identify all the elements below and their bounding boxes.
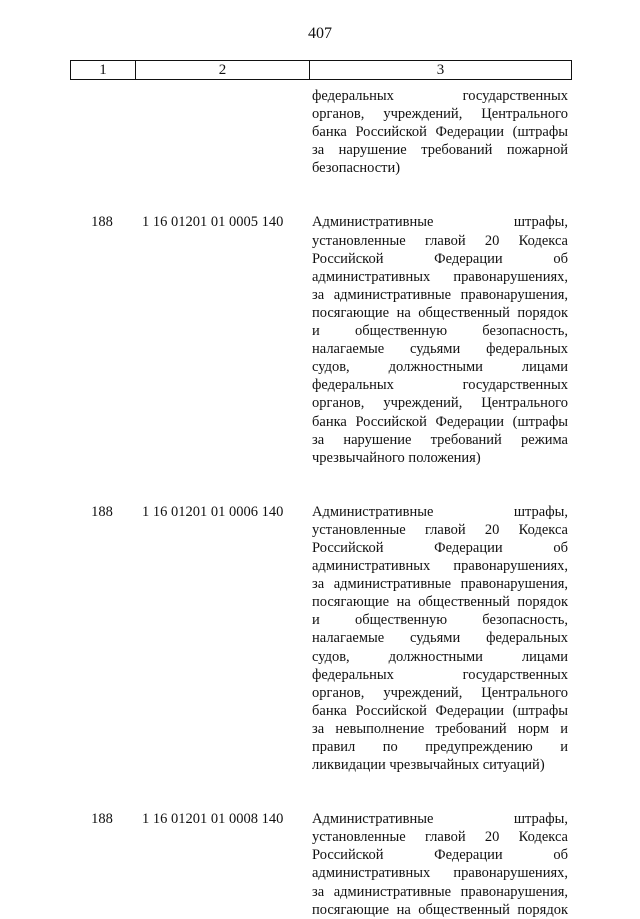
column-header-3: 3 [310,61,572,80]
column-header-2: 2 [136,61,310,80]
description-line: федеральных государственных [312,377,568,394]
description-line: посягающие на общественный порядок [312,594,568,611]
description-line: за невыполнение требований норм и [312,720,568,737]
description-line: судов, должностными лицами [312,648,568,665]
table-row [0,810,640,919]
description-line: Административные штрафы, [312,214,568,231]
row-gap [0,177,640,213]
revenue-description [312,87,568,177]
administrator-code: 188 [91,811,113,828]
description-line: установленные главой 20 Кодекса [312,521,568,538]
description-line: Административные штрафы, [312,811,568,828]
description-line: налагаемые судьями федеральных [312,630,568,647]
description-line: посягающие на общественный порядок [312,304,568,321]
document-rows [0,87,640,919]
column-header-row [71,61,572,80]
budget-classification-code: 1 16 01201 01 0008 140 [142,811,284,828]
page-number: 407 [308,25,332,42]
description-line: административных правонарушениях, [312,268,568,285]
description-line: федеральных государственных [312,88,568,104]
description-line: посягающие на общественный порядок [312,901,568,918]
revenue-description [312,503,568,774]
description-line: за административные правонарушения, [312,576,568,593]
description-line: административных правонарушениях, [312,558,568,575]
description-line: Административные штрафы, [312,503,568,520]
description-line: банка Российской Федерации (штрафы [312,124,568,141]
description-line: установленные главой 20 Кодекса [312,829,568,846]
revenue-description [312,213,568,466]
description-line: установленные главой 20 Кодекса [312,232,568,249]
column-header-1: 1 [71,61,136,80]
table-row [0,87,640,177]
description-line: судов, должностными лицами [312,359,568,376]
row-gap [0,774,640,810]
row-gap [0,467,640,503]
description-line: федеральных государственных [312,666,568,683]
description-line: правил по предупреждению и [312,739,568,755]
description-line: органов, учреждений, Центрального [312,395,568,412]
description-line: банка Российской Федерации (штрафы [312,413,568,430]
budget-classification-code: 1 16 01201 01 0006 140 [142,503,284,520]
administrator-code: 188 [91,214,113,231]
description-line: за административные правонарушения, [312,883,568,900]
description-line: органов, учреждений, Центрального [312,106,568,123]
description-line: чрезвычайного положения) [312,449,481,466]
budget-classification-code: 1 16 01201 01 0005 140 [142,214,284,231]
description-line: за нарушение требований режима [312,431,568,448]
description-line: налагаемые судьями федеральных [312,341,568,358]
table-row [0,213,640,466]
administrator-code: 188 [91,503,113,520]
column-header-table [70,60,572,80]
description-line: ликвидации чрезвычайных ситуаций) [312,757,545,774]
description-line: Российской Федерации об [312,539,568,556]
description-line: Российской Федерации об [312,847,568,864]
description-line: за нарушение требований пожарной [312,142,568,159]
revenue-description [312,810,568,919]
description-line: банка Российской Федерации (штрафы [312,702,568,719]
description-line: Российской Федерации об [312,250,568,267]
table-row [0,503,640,774]
description-line: безопасности) [312,160,401,177]
description-line: административных правонарушениях, [312,865,568,882]
description-line: органов, учреждений, Центрального [312,684,568,701]
description-line: и общественную безопасность, [312,323,568,340]
description-line: за административные правонарушения, [312,286,568,303]
description-line: и общественную безопасность, [312,612,568,629]
